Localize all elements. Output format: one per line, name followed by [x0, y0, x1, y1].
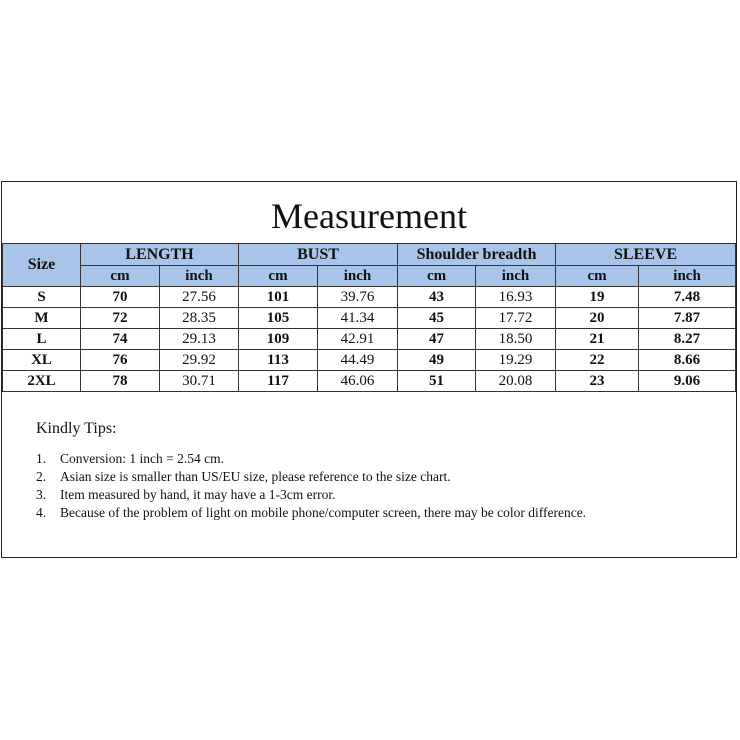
- size-table: [2, 243, 736, 392]
- unit-header: cm: [81, 266, 160, 287]
- measurement-cell: 23: [556, 371, 639, 392]
- table-row: [3, 329, 736, 350]
- measurement-cell: 74: [81, 329, 160, 350]
- measurement-cell: 109: [239, 329, 318, 350]
- measurement-cell: 70: [81, 287, 160, 308]
- measurement-cell: 8.66: [639, 350, 736, 371]
- measurement-cell: 44.49: [318, 350, 398, 371]
- measurement-cell: 8.27: [639, 329, 736, 350]
- tip-number: 2.: [36, 469, 47, 484]
- measurement-cell: 42.91: [318, 329, 398, 350]
- measurement-cell: 9.06: [639, 371, 736, 392]
- measurement-cell: 76: [81, 350, 160, 371]
- tip-item: [36, 468, 696, 486]
- size-label-cell: S: [3, 287, 81, 308]
- group-header-length: LENGTH: [81, 244, 239, 266]
- header-row-units: [3, 266, 736, 287]
- measurement-cell: 30.71: [160, 371, 239, 392]
- measurement-cell: 47: [398, 329, 476, 350]
- size-header: Size: [3, 244, 81, 287]
- measurement-cell: 18.50: [476, 329, 556, 350]
- measurement-cell: 29.92: [160, 350, 239, 371]
- size-label-cell: L: [3, 329, 81, 350]
- measurement-cell: 20.08: [476, 371, 556, 392]
- unit-header: cm: [239, 266, 318, 287]
- measurement-cell: 28.35: [160, 308, 239, 329]
- measurement-cell: 17.72: [476, 308, 556, 329]
- size-label-cell: 2XL: [3, 371, 81, 392]
- tip-text: Item measured by hand, it may have a 1-3cm error.: [60, 487, 336, 502]
- tips-heading: Kindly Tips:: [36, 420, 117, 437]
- unit-header: cm: [398, 266, 476, 287]
- measurement-cell: 41.34: [318, 308, 398, 329]
- measurement-cell: 51: [398, 371, 476, 392]
- tip-item: [36, 486, 696, 504]
- chart-title: Measurement: [271, 196, 467, 236]
- group-header-shoulder: Shoulder breadth: [398, 244, 556, 266]
- measurement-cell: 105: [239, 308, 318, 329]
- tip-text: Because of the problem of light on mobile phone/computer screen, there may be color difference.: [60, 505, 587, 520]
- measurement-cell: 19: [556, 287, 639, 308]
- unit-header: cm: [556, 266, 639, 287]
- tip-item: [36, 450, 696, 468]
- measurement-cell: 46.06: [318, 371, 398, 392]
- tip-number: 4.: [36, 505, 47, 520]
- table-row: [3, 371, 736, 392]
- measurement-cell: 78: [81, 371, 160, 392]
- size-chart-panel: [1, 181, 737, 558]
- table-row: [3, 287, 736, 308]
- tips-section: [36, 420, 696, 522]
- table-row: [3, 350, 736, 371]
- unit-header: inch: [476, 266, 556, 287]
- measurement-cell: 7.87: [639, 308, 736, 329]
- measurement-cell: 39.76: [318, 287, 398, 308]
- measurement-cell: 29.13: [160, 329, 239, 350]
- measurement-cell: 45: [398, 308, 476, 329]
- measurement-cell: 101: [239, 287, 318, 308]
- tip-text: Asian size is smaller than US/EU size, please reference to the size chart.: [60, 469, 451, 484]
- unit-header: inch: [160, 266, 239, 287]
- measurement-cell: 117: [239, 371, 318, 392]
- tip-number: 1.: [36, 451, 47, 466]
- measurement-cell: 7.48: [639, 287, 736, 308]
- measurement-cell: 19.29: [476, 350, 556, 371]
- measurement-cell: 72: [81, 308, 160, 329]
- measurement-cell: 27.56: [160, 287, 239, 308]
- measurement-cell: 16.93: [476, 287, 556, 308]
- table-row: [3, 308, 736, 329]
- tip-text: Conversion: 1 inch = 2.54 cm.: [60, 451, 224, 466]
- tip-number: 3.: [36, 487, 47, 502]
- measurement-cell: 113: [239, 350, 318, 371]
- unit-header: inch: [318, 266, 398, 287]
- size-label-cell: XL: [3, 350, 81, 371]
- size-label-cell: M: [3, 308, 81, 329]
- group-header-bust: BUST: [239, 244, 398, 266]
- measurement-cell: 20: [556, 308, 639, 329]
- measurement-cell: 22: [556, 350, 639, 371]
- unit-header: inch: [639, 266, 736, 287]
- measurement-cell: 43: [398, 287, 476, 308]
- measurement-cell: 21: [556, 329, 639, 350]
- tip-item: [36, 504, 696, 522]
- measurement-cell: 49: [398, 350, 476, 371]
- group-header-sleeve: SLEEVE: [556, 244, 736, 266]
- header-row-groups: [3, 244, 736, 266]
- table-body: [3, 287, 736, 392]
- tips-list: [36, 450, 696, 522]
